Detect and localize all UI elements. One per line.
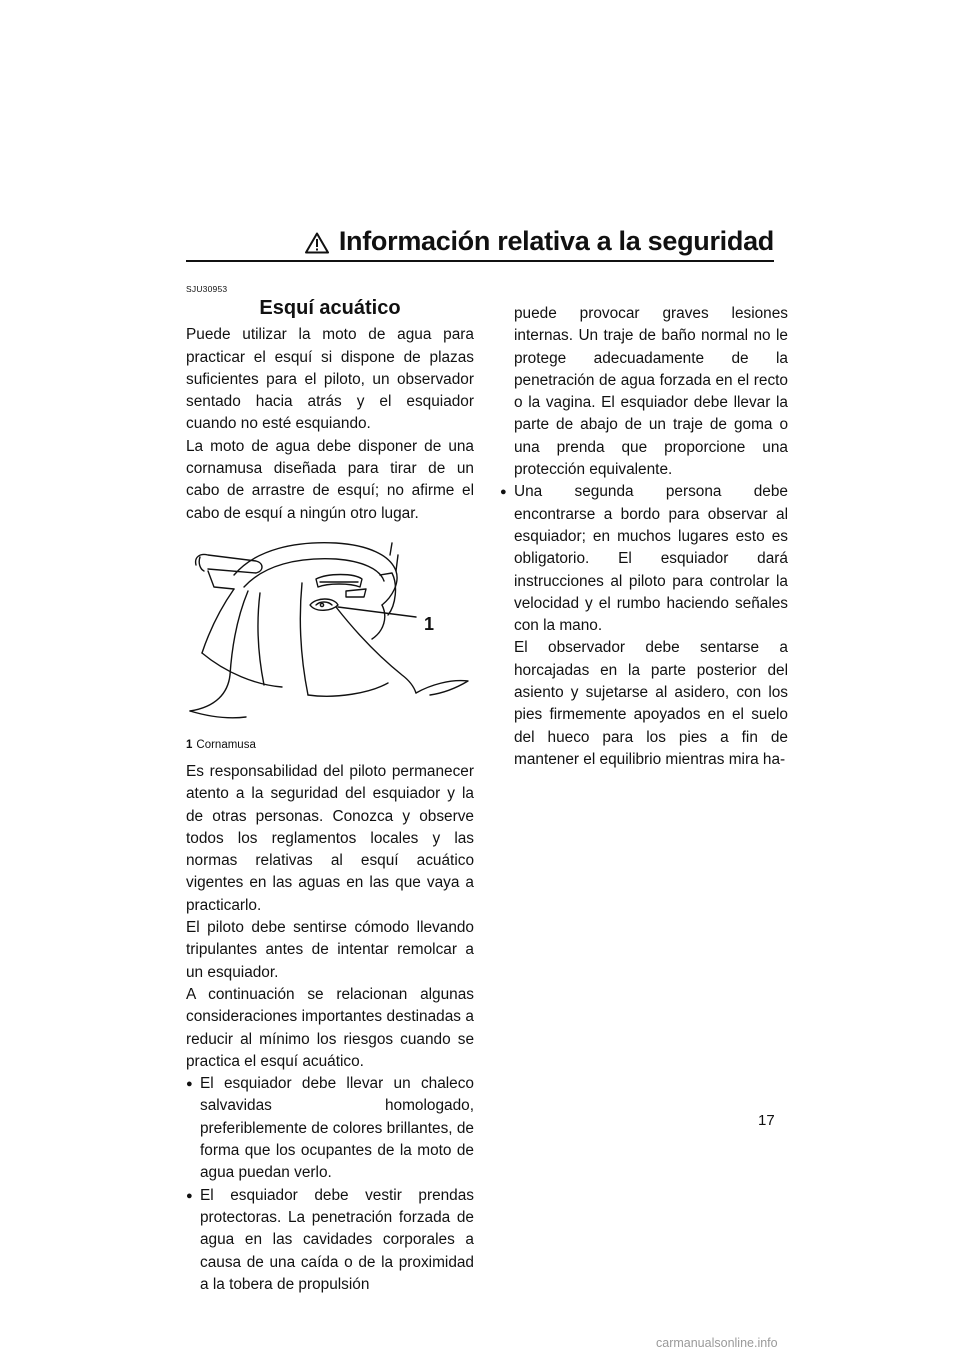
header-title-text: Información relativa a la seguridad [338,226,774,256]
right-column [500,303,788,771]
figure-caption [186,737,474,753]
figure-callout-number: 1 [424,613,435,634]
bullet-protective-clothing: ● El esquiador debe vestir prendas protectoras. La penetración forzada de agua en las cavidades corporales a causa de una caída o de la proximidad a la tobera de propulsión [186,1185,474,1296]
body-paragraph-2: El piloto debe sentirse cómodo llevando tripulantes antes de intentar remolcar a un esquiador. [186,919,474,981]
intro-paragraph-2: La moto de agua debe disponer de una cornamusa diseñada para tirar de un cabo de arrastre de esquí; no afirme el cabo de esquí a ningún otro lugar. [186,437,474,522]
body-paragraph-3: A continuación se relacionan algunas consideraciones importantes destinadas a reducir al mínimo los riesgos cuando se practica el esquí acuático. [186,985,474,1070]
caption-text: Cornamusa [196,738,256,751]
cleat-figure [186,535,474,735]
header-title [305,226,774,257]
header-rule [186,260,774,262]
page-header [186,222,774,262]
section-code: SJU30953 [186,284,228,294]
warning-triangle-icon [305,230,329,252]
bullet-observer: ● Una segunda persona debe encontrarse a bordo para observar al esquiador; en muchos lugares esto es obligatorio. El esquiador dará instrucciones al piloto para controlar la velocidad y el rumbo haciendo señales con la mano. [500,481,788,637]
watermark: carmanualsonline.info [656,1336,778,1350]
bullet-life-vest: ● El esquiador debe llevar un chaleco salvavidas homologado, preferiblemente de colores brillantes, de forma que los ocupantes de la moto de agua puedan verlo. [186,1073,474,1184]
body-paragraph-1: Es responsabilidad del piloto permanecer atento a la seguridad del esquiador y la de otras personas. Conozca y observe todos los reglamentos locales y las normas relativas al esquí acuático vigentes en las aguas en las que vaya a practicarlo. [186,762,474,914]
left-column [186,278,474,1296]
caption-number: 1 [186,738,193,751]
intro-paragraph-1: Puede utilizar la moto de agua para practicar el esquí si dispone de plazas suficientes para el piloto, un observador sentado hacia atrás y el esquiador cuando no esté esquiando. [186,326,474,433]
observer-continued: El observador debe sentarse a horcajadas en la parte posterior del asiento y sujetarse al asidero, con los pies firmemente apoyados en el suelo del hueco para los pies a fin de mantener el equilibrio mientras mira ha- [514,639,788,768]
bullet-protective-clothing-continued: puede provocar graves lesiones internas. Un traje de baño normal no le protege adecuadamente de la penetración de agua forzada en el recto o la vagina. El esquiador debe llevar la parte de abajo de un traje de goma o una prenda que proporcione una protección equivalente. [514,305,788,479]
page-number: 17 [758,1112,775,1129]
section-title: Esquí acuático [259,297,401,320]
